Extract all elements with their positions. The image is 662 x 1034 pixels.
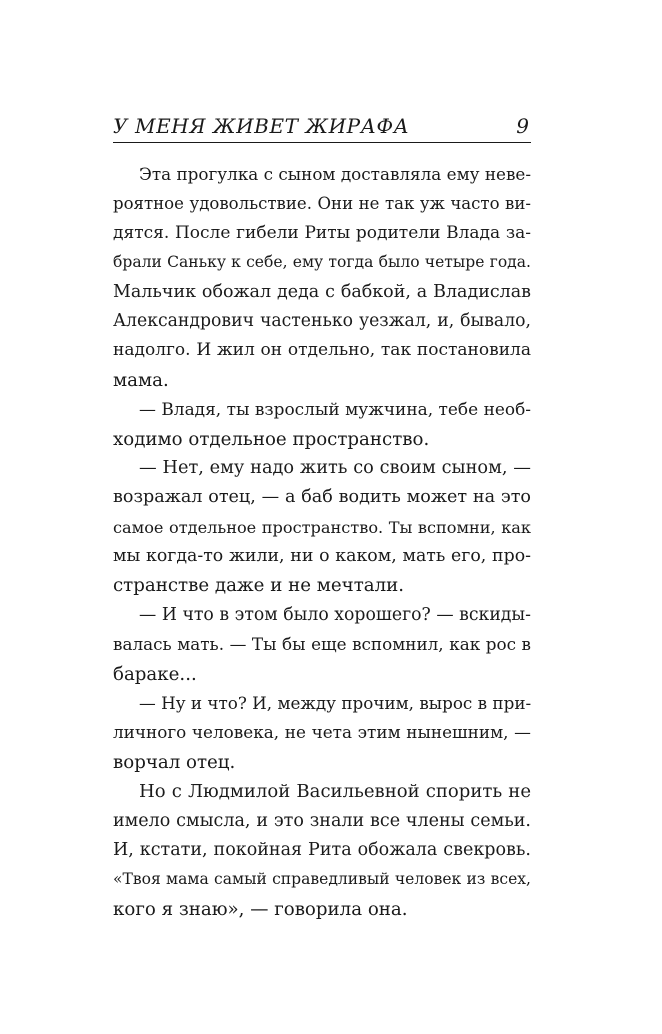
paragraph — [113, 454, 531, 601]
text-line: ходимо отдельное пространство. — [113, 428, 430, 450]
text-line: возражал отец, — а баб водить может на это — [113, 487, 531, 508]
text-line: роятное удовольствие. Они не так уж часто ви- — [113, 194, 531, 214]
text-line: Мальчик обожал деда с бабкой, а Владислав — [113, 281, 531, 302]
paragraph — [113, 601, 531, 689]
paragraph — [113, 160, 531, 395]
text-line: имело смысла, и это знали все члены семьи. — [113, 810, 531, 831]
text-line: — Владя, ты взрослый мужчина, тебе необ- — [139, 399, 531, 420]
page-number: 9 — [516, 114, 529, 138]
text-line: валась мать. — Ты бы еще вспомнил, как рос в — [113, 634, 531, 655]
body-text — [113, 160, 531, 924]
text-line: бараке... — [113, 663, 197, 685]
paragraph — [113, 395, 531, 454]
text-line: «Твоя мама самый справедливый человек из всех, — [113, 870, 531, 889]
text-line: И, кстати, покойная Рита обожала свекровь. — [113, 839, 531, 860]
paragraph — [113, 777, 531, 924]
text-line: надолго. И жил он отдельно, так постановила — [113, 340, 531, 361]
text-line: странстве даже и не мечтали. — [113, 575, 405, 597]
text-line: — Ну и что? И, между прочим, вырос в при- — [139, 693, 532, 714]
text-line: брали Саньку к себе, ему тогда было четыре года. — [113, 253, 531, 272]
text-line: мама. — [113, 369, 169, 391]
running-title: У МЕНЯ ЖИВЕТ ЖИРАФА — [113, 114, 410, 138]
text-line: Александрович частенько уезжал, и, бывало, — [113, 310, 531, 331]
text-line: личного человека, не чета этим нынешним, — — [113, 722, 531, 743]
text-line: мы когда-то жили, ни о каком, мать его, про- — [113, 546, 531, 567]
text-line: ворчал отец. — [113, 751, 236, 773]
paragraph — [113, 689, 531, 777]
text-line: самое отдельное пространство. Ты вспомни, как — [113, 517, 531, 537]
text-line: Эта прогулка с сыном доставляла ему неве- — [139, 164, 531, 184]
running-head — [113, 112, 531, 143]
text-line: — Нет, ему надо жить со своим сыном, — — [139, 457, 531, 478]
text-line: кого я знаю», — говорила она. — [113, 898, 408, 920]
text-line: — И что в этом было хорошего? — вскиды- — [139, 604, 531, 625]
text-line: Но с Людмилой Васильевной спорить не — [139, 781, 531, 803]
text-line: дятся. После гибели Риты родители Влада за- — [113, 222, 531, 243]
